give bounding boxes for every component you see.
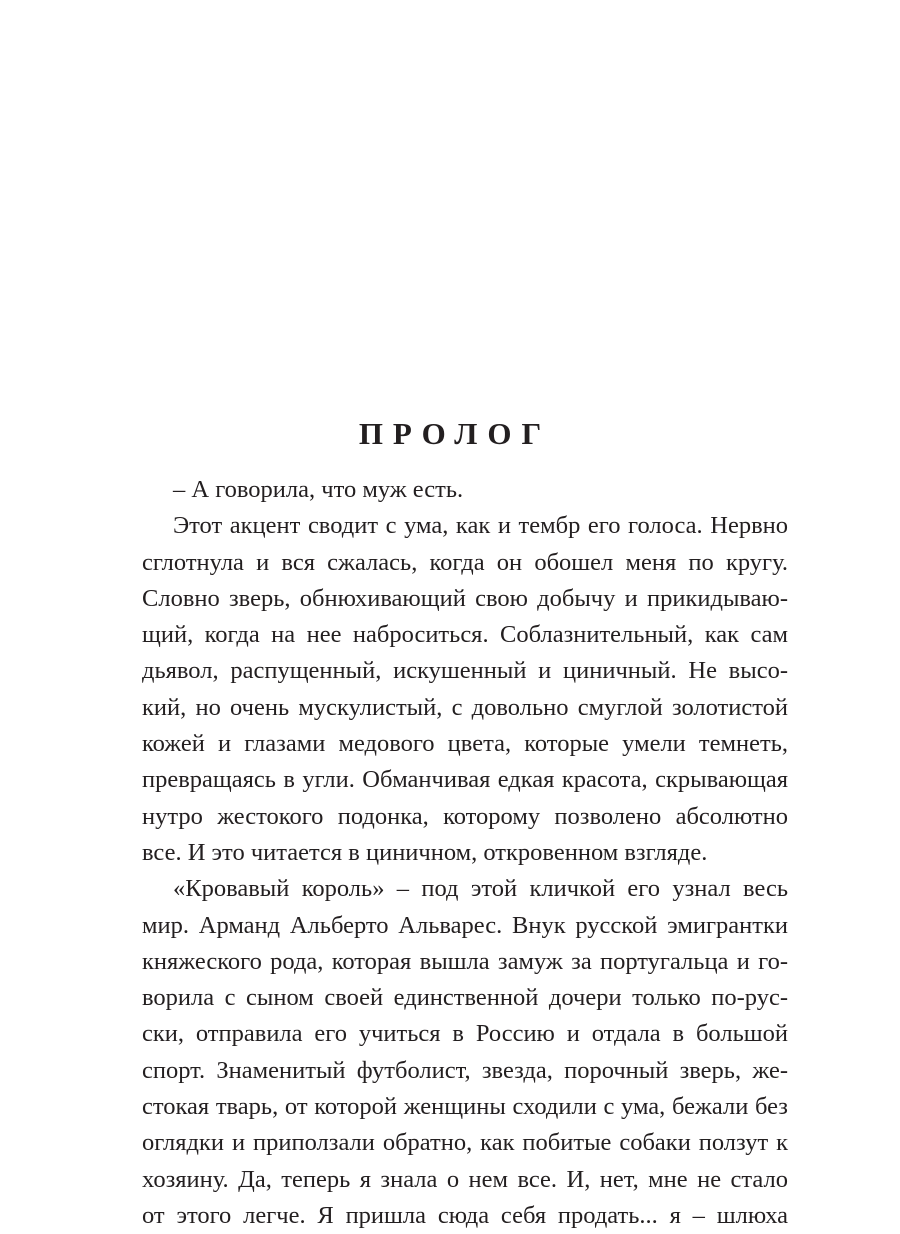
text-line: кожей и глазами медового цвета, которые умели темнеть, [142,730,788,758]
body-text [142,472,788,1234]
text-line: хозяину. Да, теперь я знала о нем все. И, нет, мне не стало [142,1165,788,1193]
text-line: стокая тварь, от которой женщины сходили с ума, бежали без [142,1093,788,1121]
text-line: от этого легче. Я пришла сюда себя продать... я – шлюха [142,1201,788,1229]
text-line: все. И это читается в циничном, откровенном взгляде. [142,838,708,866]
text-line: ворила с сыном своей единственной дочери только по-рус- [142,984,788,1012]
text-line: – А говорила, что муж есть. [173,476,464,503]
text-line: спорт. Знаменитый футболист, звезда, порочный зверь, же- [142,1056,788,1084]
text-line: мир. Арманд Альберто Альварес. Внук русской эмигрантки [142,911,788,939]
text-line: Этот акцент сводит с ума, как и тембр его голоса. Нервно [173,512,788,540]
chapter-title: ПРОЛОГ [358,416,552,451]
text-line: дьявол, распущенный, искушенный и циничный. Не высо- [142,657,788,685]
text-line: «Кровавый король» – под этой кличкой его узнал весь [173,875,788,903]
text-line: кий, но очень мускулистый, с довольно смуглой золотистой [142,693,788,721]
text-line: сглотнула и вся сжалась, когда он обошел меня по кругу. [142,548,788,576]
text-line: княжеского рода, которая вышла замуж за португальца и го- [142,947,788,975]
text-line: Словно зверь, обнюхивающий свою добычу и прикидываю- [142,584,788,612]
text-line: превращаясь в угли. Обманчивая едкая красота, скрывающая [142,766,788,794]
text-line: щий, когда на нее наброситься. Соблазнительный, как сам [142,621,788,649]
text-line: ски, отправила его учиться в Россию и отдала в большой [142,1020,788,1048]
text-line: нутро жестокого подонка, которому позволено абсолютно [142,802,788,830]
text-line: оглядки и приползали обратно, как побитые собаки ползут к [142,1129,788,1157]
